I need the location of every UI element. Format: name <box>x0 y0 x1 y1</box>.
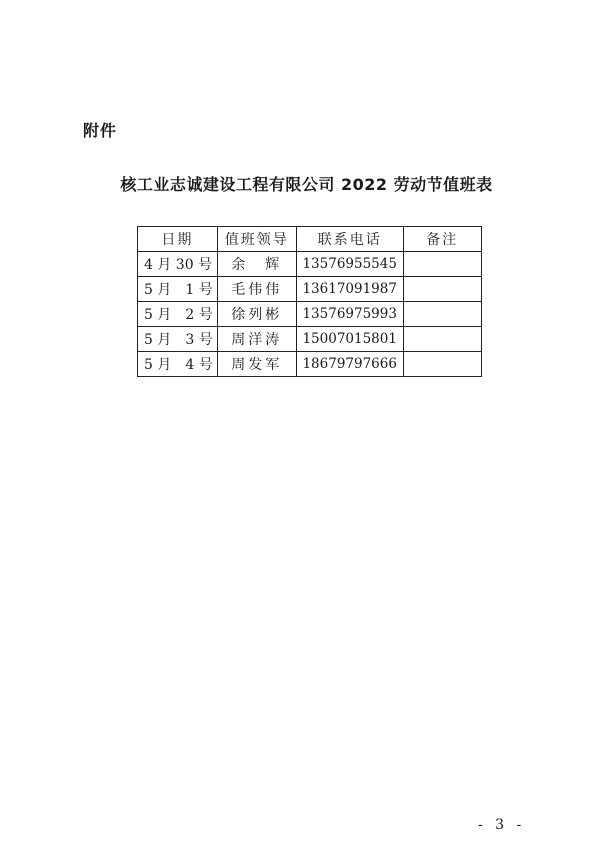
cell-date: 5 月 2 号 <box>138 302 218 327</box>
header-leader: 值班领导 <box>217 227 296 252</box>
cell-phone: 18679797666 <box>296 352 403 377</box>
table-row <box>138 302 482 327</box>
cell-date: 5 月 4 号 <box>138 352 218 377</box>
cell-leader: 徐列彬 <box>217 302 296 327</box>
cell-date: 5 月 3 号 <box>138 327 218 352</box>
cell-date: 5 月 1 号 <box>138 277 218 302</box>
document-title: 核工业志诚建设工程有限公司 2022 劳动节值班表 <box>120 175 493 194</box>
cell-leader: 周洋涛 <box>217 327 296 352</box>
table-row <box>138 327 482 352</box>
cell-phone: 13576955545 <box>296 252 403 277</box>
cell-phone: 15007015801 <box>296 327 403 352</box>
table-row <box>138 252 482 277</box>
cell-leader: 余 辉 <box>217 252 296 277</box>
attachment-label: 附件 <box>83 121 118 140</box>
cell-remark <box>403 302 481 327</box>
table-row <box>138 277 482 302</box>
page-number: - 3 - <box>478 817 526 833</box>
duty-roster-table <box>137 226 482 377</box>
table-header-row <box>138 227 482 252</box>
cell-phone: 13617091987 <box>296 277 403 302</box>
header-date: 日期 <box>138 227 218 252</box>
cell-remark <box>403 277 481 302</box>
cell-remark <box>403 352 481 377</box>
header-remark: 备注 <box>403 227 481 252</box>
cell-remark <box>403 252 481 277</box>
header-phone: 联系电话 <box>296 227 403 252</box>
cell-leader: 毛伟伟 <box>217 277 296 302</box>
table-row <box>138 352 482 377</box>
cell-remark <box>403 327 481 352</box>
cell-phone: 13576975993 <box>296 302 403 327</box>
cell-leader: 周发军 <box>217 352 296 377</box>
cell-date: 4 月 30 号 <box>138 252 218 277</box>
